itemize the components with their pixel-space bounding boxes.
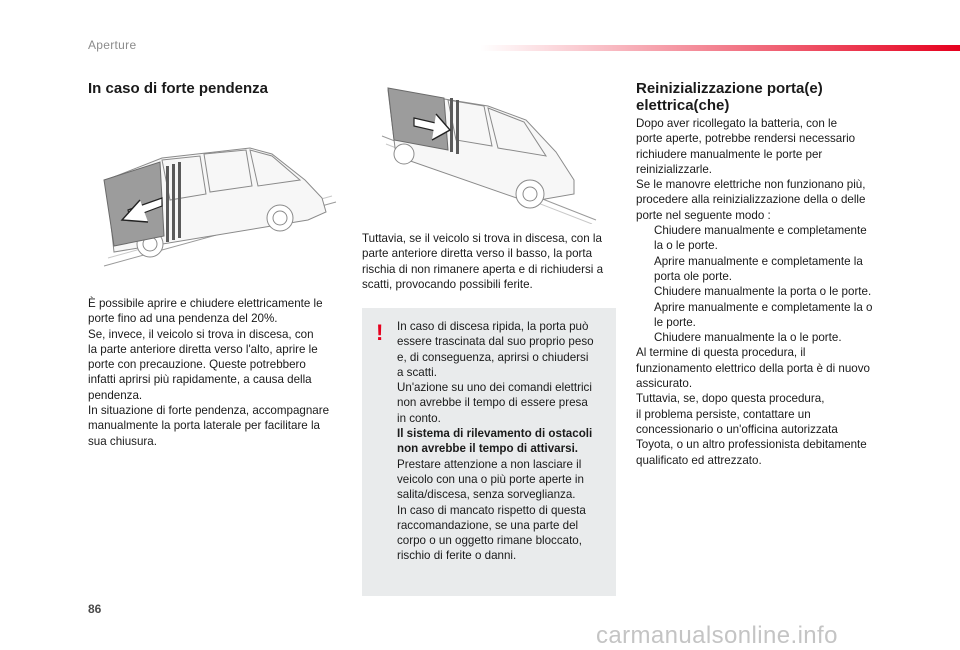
text-line: parte anteriore diretta verso il basso, la porta <box>362 247 593 261</box>
left-paragraph <box>88 296 344 449</box>
list-item <box>636 284 898 299</box>
text-line: Tuttavia, se, dopo questa procedura, <box>636 392 825 406</box>
text-line: porte aperte, potrebbe rendersi necessario <box>636 132 856 146</box>
warning-text <box>397 319 607 564</box>
reset-steps-list <box>636 223 898 345</box>
text-line: qualificato ed attrezzato. <box>636 453 762 467</box>
text-line: porte con precauzione. Queste potrebbero <box>88 358 306 372</box>
text-line: È possibile aprire e chiudere elettricamente le <box>88 297 323 310</box>
text-line: Chiudere manualmente la porta o le porte. <box>654 285 872 299</box>
text-line: veicolo con una o più porte aperte in <box>397 472 584 486</box>
text-line: le porte. <box>654 315 696 329</box>
text-line: sua chiusura. <box>88 434 157 448</box>
text-line: porte nel seguente modo : <box>636 208 771 222</box>
warning-box <box>362 308 616 596</box>
text-line: rischia di non rimanere aperta e di richiudersi a <box>362 262 604 276</box>
text-line: pendenza. <box>88 388 143 402</box>
heading-line: elettrica(che) <box>636 97 730 114</box>
text-line: corpo o un oggetto rimane bloccato, <box>397 534 582 548</box>
text-line: manualmente la porta laterale per facilitare la <box>88 419 320 433</box>
text-line: assicurato. <box>636 377 693 391</box>
list-item <box>636 300 898 331</box>
heading-line: Reinizializzazione porta(e) <box>636 80 823 97</box>
text-line: e, di conseguenza, aprirsi o chiudersi <box>397 350 589 364</box>
text-line: non avrebbe il tempo di essere presa <box>397 396 588 410</box>
text-line-bold: non avrebbe il tempo di attivarsi. <box>397 442 579 456</box>
text-line: infatti aprirsi più rapidamente, a causa della <box>88 373 312 387</box>
text-line: Prestare attenzione a non lasciare il <box>397 457 582 471</box>
text-line: la parte anteriore diretta verso l'alto, aprire le <box>88 342 318 356</box>
text-line: In caso di discesa ripida, la porta può <box>397 320 589 333</box>
text-line: Tuttavia, se il veicolo si trova in discesa, con la <box>362 232 602 245</box>
text-line: raccomandazione, se una parte del <box>397 518 579 532</box>
right-paragraph <box>636 116 898 468</box>
middle-paragraph <box>362 231 618 292</box>
text-line: scatti, provocando possibili ferite. <box>362 277 533 291</box>
warning-icon: ! <box>376 320 384 345</box>
text-line: Al termine di questa procedura, il <box>636 346 806 360</box>
text-line: porta ole porte. <box>654 269 732 283</box>
section-title: Aperture <box>88 38 137 52</box>
text-line: Chiudere manualmente e completamente <box>654 224 867 238</box>
watermark: carmanualsonline.info <box>596 622 838 649</box>
text-line: procedere alla reinizializzazione della o delle <box>636 193 866 207</box>
list-item <box>636 223 898 254</box>
text-line: in conto. <box>397 411 441 425</box>
text-line: Chiudere manualmente la o le porte. <box>654 331 842 345</box>
heading-steep-slope: In caso di forte pendenza <box>88 80 269 97</box>
text-line: Toyota, o un altro professionista debitamente <box>636 438 867 452</box>
list-item <box>636 330 898 345</box>
text-line: In caso di mancato rispetto di questa <box>397 503 586 517</box>
text-line: Dopo aver ricollegato la batteria, con le <box>636 117 838 130</box>
van-uphill-illustration <box>100 140 340 268</box>
text-line: Se le manovre elettriche non funzionano più, <box>636 178 866 192</box>
text-line-bold: Il sistema di rilevamento di ostacoli <box>397 427 593 441</box>
text-line: Aprire manualmente e completamente la <box>654 254 863 268</box>
text-line: porte fino ad una pendenza del 20%. <box>88 312 278 326</box>
heading-door-reset <box>636 80 823 114</box>
page-number: 86 <box>88 602 102 616</box>
text-line: a scatti. <box>397 365 437 379</box>
text-line: funzionamento elettrico della porta è di nuovo <box>636 361 870 375</box>
text-line: Aprire manualmente e completamente la o <box>654 300 873 314</box>
text-line: concessionario o un'officina autorizzata <box>636 422 838 436</box>
header-accent-bar <box>480 45 960 51</box>
text-line: salita/discesa, senza sorveglianza. <box>397 488 576 502</box>
text-line: richiudere manualmente le porte per <box>636 147 823 161</box>
van-downhill-illustration <box>378 84 600 224</box>
list-item <box>636 254 898 285</box>
text-line: Se, invece, il veicolo si trova in discesa, con <box>88 327 314 341</box>
text-line: rischio di ferite o danni. <box>397 549 517 563</box>
text-line: essere trascinata dal suo proprio peso <box>397 335 594 349</box>
text-line: la o le porte. <box>654 239 718 253</box>
text-line: il problema persiste, contattare un <box>636 407 811 421</box>
text-line: In situazione di forte pendenza, accompagnare <box>88 404 330 418</box>
text-line: reinizializzarle. <box>636 162 713 176</box>
text-line: Un'azione su uno dei comandi elettrici <box>397 381 592 395</box>
